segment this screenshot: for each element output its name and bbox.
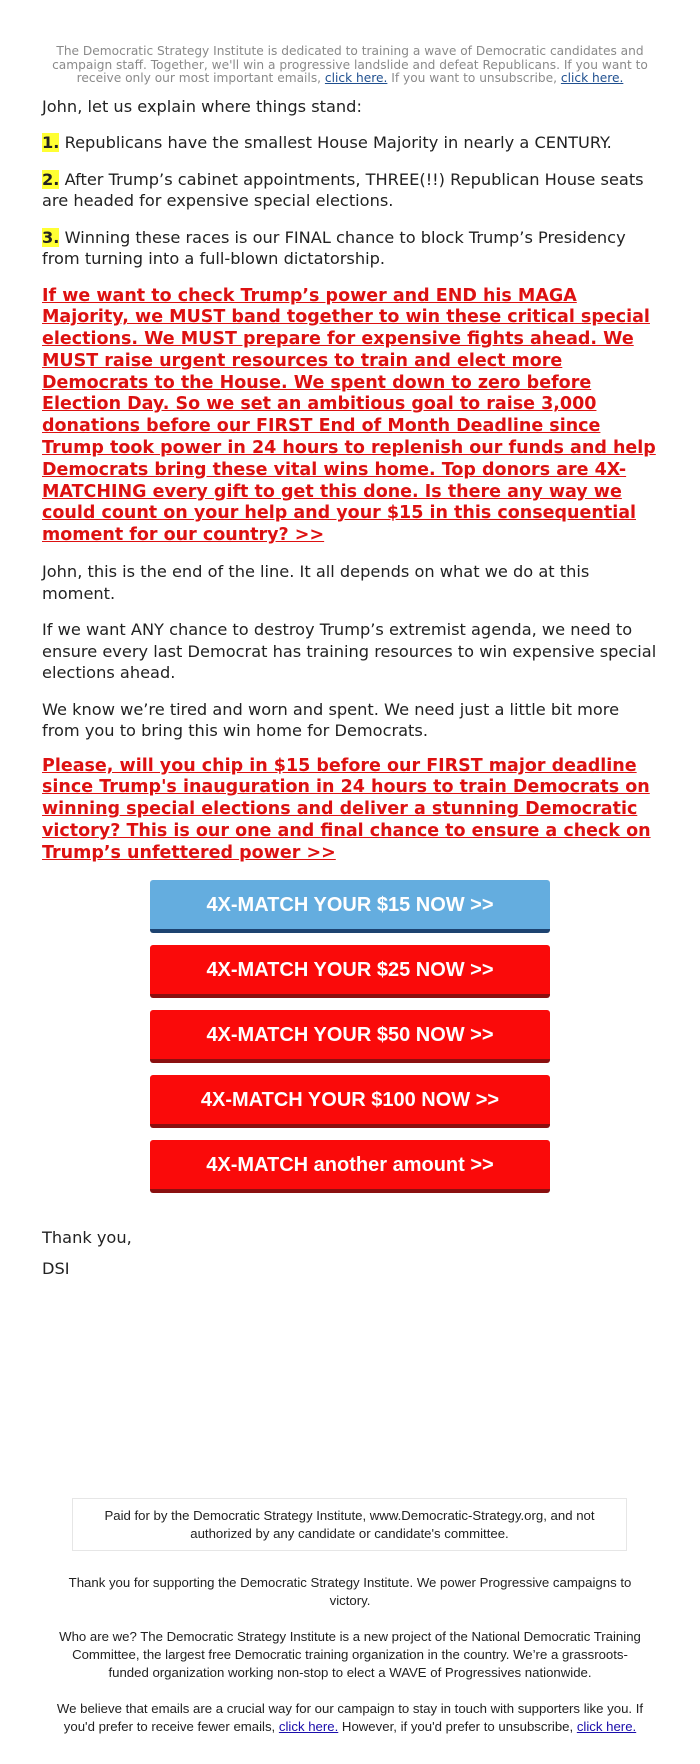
point-2-number: 2. xyxy=(42,169,60,189)
preheader-text: The Democratic Strategy Institute is dedicated to training a wave of Democratic candidates and campaign staff. Together, we'll win a progressive landslide and defeat Republicans. If you want to receive only our most important emails, xyxy=(52,44,648,85)
point-2-text: After Trump’s cabinet appointments, THREE(!!) Republican House seats are headed for expensive special elections. xyxy=(42,169,644,210)
signoff-name: DSI xyxy=(42,1259,70,1278)
signoff-thanks: Thank you, xyxy=(42,1228,132,1247)
greeting: John, let us explain where things stand: xyxy=(42,96,362,116)
footer-emails xyxy=(56,1700,644,1736)
donate-100-button[interactable]: 4X-MATCH YOUR $100 NOW >> xyxy=(150,1075,550,1128)
footer-emails-text: We believe that emails are a crucial way for our campaign to stay in touch with supporters like you. If you'd prefer to receive fewer emails, xyxy=(56,1701,644,1734)
point-1-text: Republicans have the smallest House Majority in nearly a CENTURY. xyxy=(59,133,612,152)
preheader-important-link[interactable]: click here. xyxy=(324,71,388,85)
donate-50-button[interactable]: 4X-MATCH YOUR $50 NOW >> xyxy=(150,1010,550,1063)
preheader-middle: If you want to unsubscribe, xyxy=(387,71,558,85)
point-3 xyxy=(42,227,658,270)
paragraph-chance: If we want ANY chance to destroy Trump’s extremist agenda, we need to ensure every last Democrat has training resources to win expensive special elections ahead. xyxy=(42,620,657,683)
donate-15-button[interactable]: 4X-MATCH YOUR $15 NOW >> xyxy=(150,880,550,933)
point-1 xyxy=(42,132,658,154)
point-3-number: 3. xyxy=(42,227,60,247)
footer-unsubscribe-link[interactable]: click here. xyxy=(576,1719,637,1734)
donate-other-button[interactable]: 4X-MATCH another amount >> xyxy=(150,1140,550,1193)
donate-link-deadline[interactable]: Please, will you chip in $15 before our FIRST major deadline since Trump's inauguration in 24 hours to train Democrats on winning special elections and deliver a stunning Democratic victory? This is our one and final chance to ensure a check on Trump’s unfettered power >> xyxy=(42,755,651,863)
preheader-unsubscribe-link[interactable]: click here. xyxy=(560,71,624,85)
donate-link-main[interactable]: If we want to check Trump’s power and END his MAGA Majority, we MUST band together to win these critical special elections. We MUST prepare for expensive fights ahead. We MUST raise urgent resources to train and elect more Democrats to the House. We spent down to zero before Election Day. So we set an ambitious goal to raise 3,000 donations before our FIRST End of Month Deadline since Trump took power in 24 hours to replenish our funds and help Democrats bring these vital wins home. Top donors are 4X-MATCHING every gift to get this done. Is there any way we could count on your help and your $15 in this consequential moment for our country? >> xyxy=(42,285,656,546)
paid-for-disclaimer: Paid for by the Democratic Strategy Institute, www.Democratic-Strategy.org, and not authorized by any candidate or candidate's committee. xyxy=(72,1498,627,1551)
preheader xyxy=(42,0,658,86)
footer-fewer-emails-link[interactable]: click here. xyxy=(278,1719,339,1734)
paragraph-tired: We know we’re tired and worn and spent. We need just a little bit more from you to bring this win home for Democrats. xyxy=(42,699,620,741)
footer-support: Thank you for supporting the Democratic Strategy Institute. We power Progressive campaigns to victory. xyxy=(68,1575,632,1608)
footer-who: Who are we? The Democratic Strategy Institute is a new project of the National Democratic Training Committee, the largest free Democratic training organization in the country. We’re a grassroots-funded organization working non-stop to elect a WAVE of Progressives nationwide. xyxy=(59,1629,641,1680)
point-2 xyxy=(42,169,658,212)
email-body xyxy=(42,0,658,865)
point-3-text: Winning these races is our FINAL chance to block Trump’s Presidency from turning into a full-blown dictatorship. xyxy=(42,227,626,268)
footer-emails-middle: However, if you'd prefer to unsubscribe, xyxy=(338,1719,574,1734)
donation-buttons xyxy=(150,880,550,1205)
donate-25-button[interactable]: 4X-MATCH YOUR $25 NOW >> xyxy=(150,945,550,998)
paragraph-end-of-line: John, this is the end of the line. It all depends on what we do at this moment. xyxy=(42,562,590,603)
point-1-number: 1. xyxy=(42,133,60,152)
